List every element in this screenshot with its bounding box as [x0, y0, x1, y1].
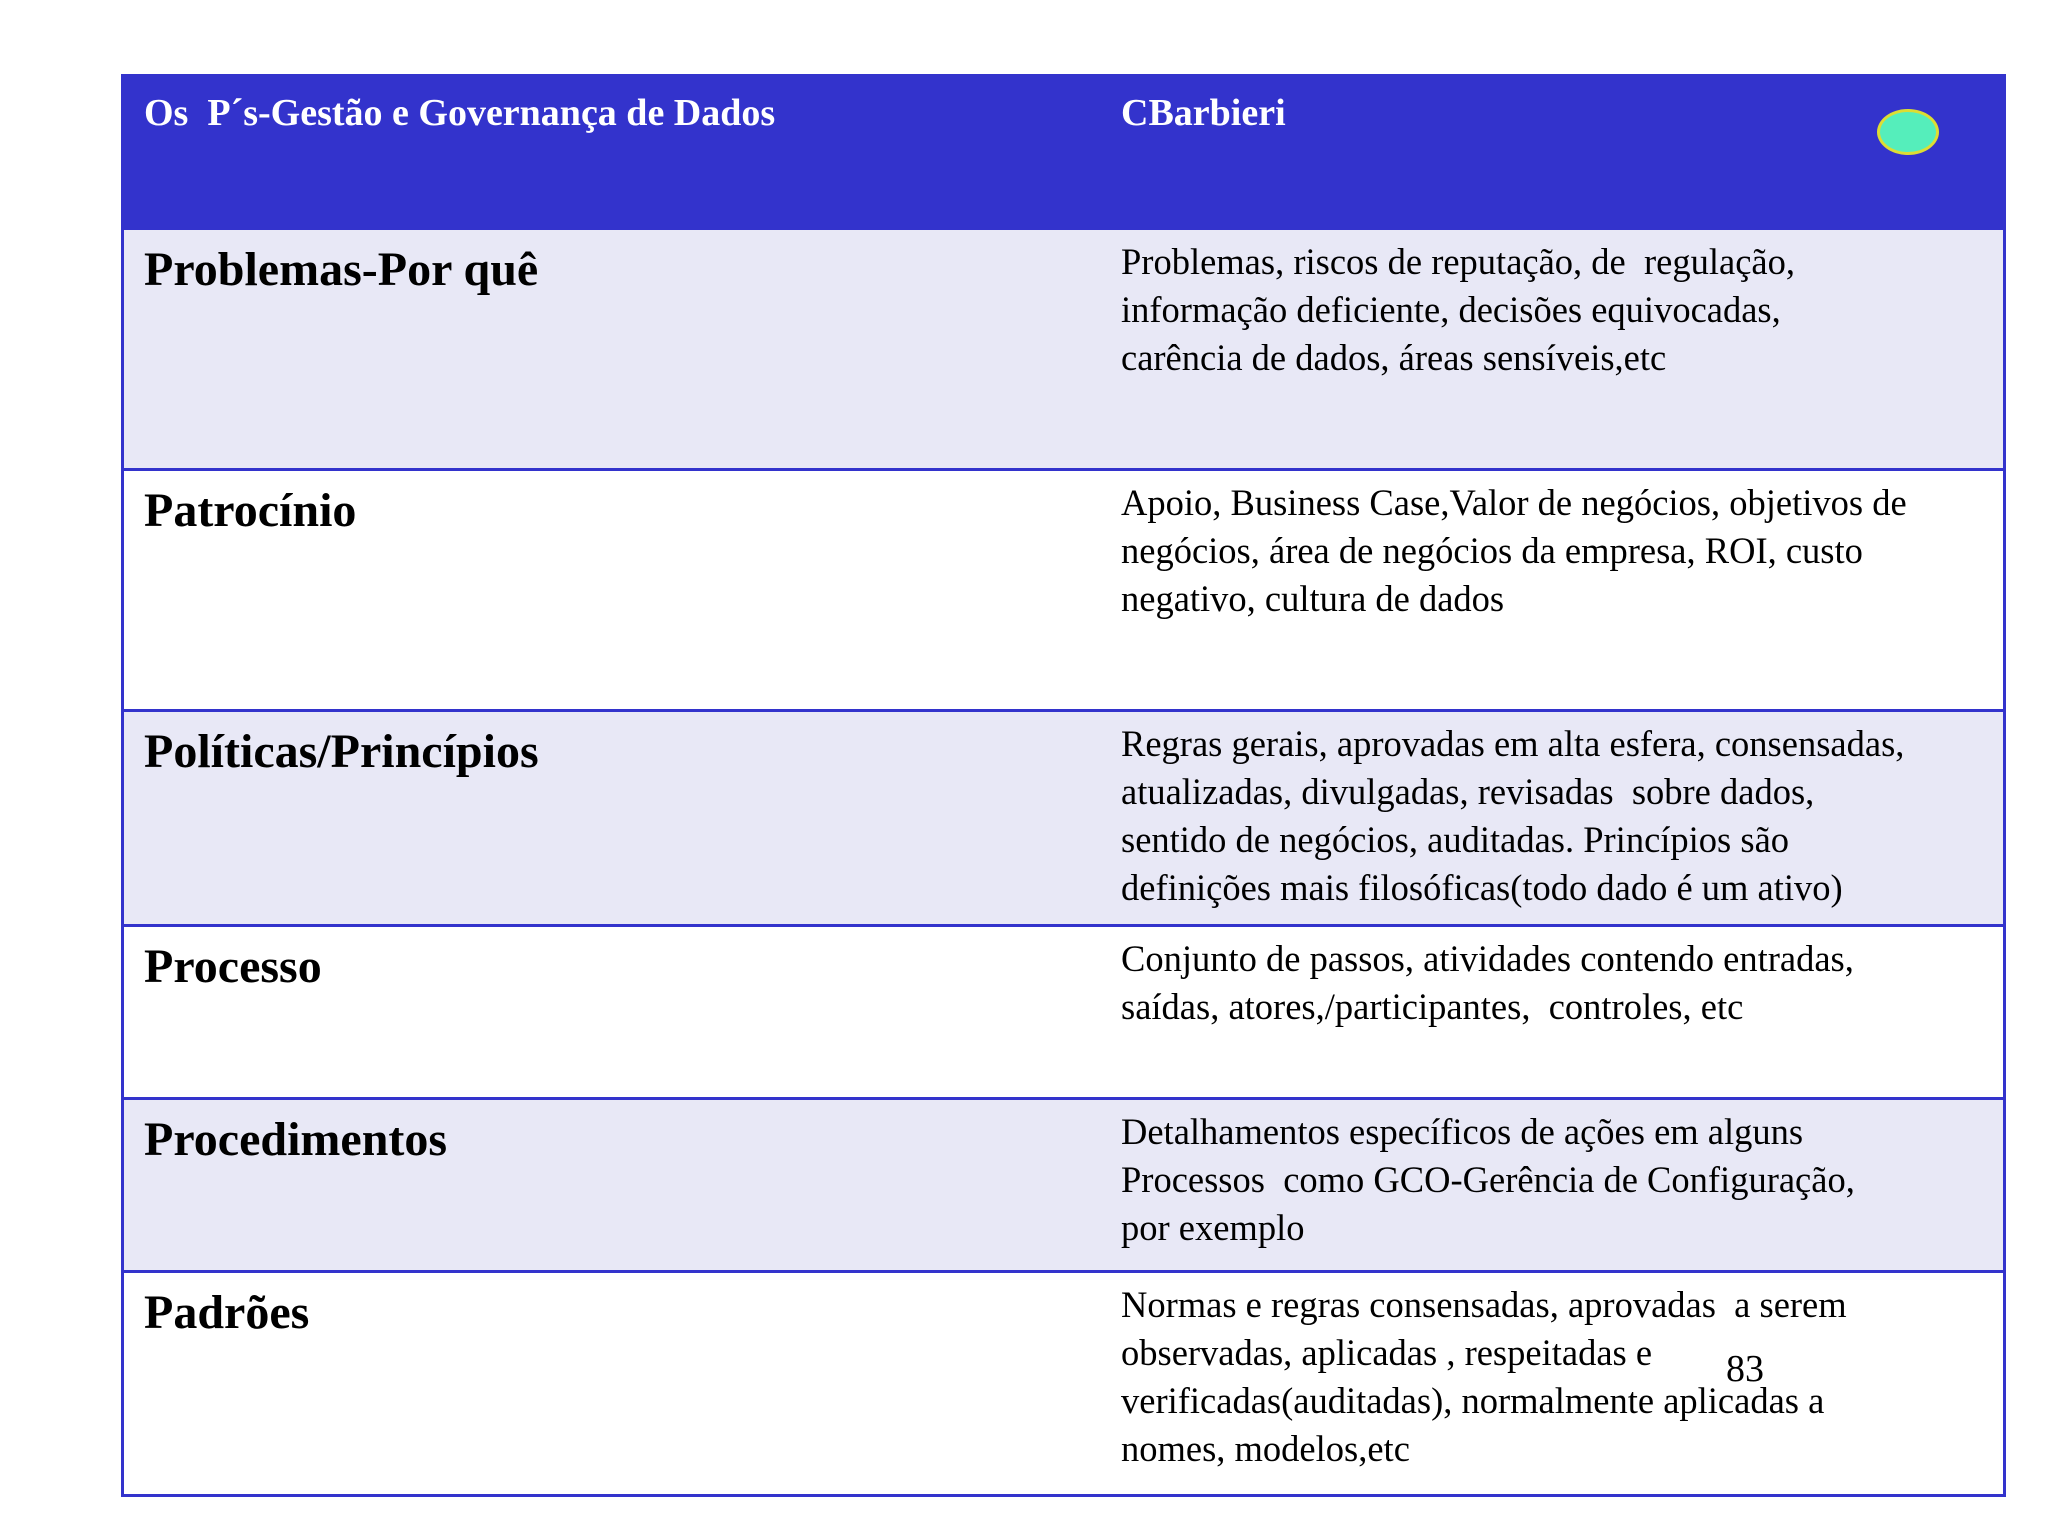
description-line: por exemplo [1121, 1207, 1305, 1248]
row-description [1121, 238, 1991, 382]
description-line: Normas e regras consensadas, aprovadas a serem [1121, 1284, 1847, 1325]
row-term: Problemas-Por quê [144, 243, 539, 296]
row-description [1121, 720, 1991, 912]
description-line: sentido de negócios, auditadas. Princípios são [1121, 819, 1790, 860]
description-line: atualizadas, divulgadas, revisadas sobre dados, [1121, 771, 1815, 812]
description-line: negativo, cultura de dados [1121, 578, 1505, 619]
table-row [124, 468, 2003, 709]
description-line: Problemas, riscos de reputação, de regulação, [1121, 241, 1795, 282]
table-row [124, 924, 2003, 1097]
row-term: Patrocínio [144, 484, 357, 537]
description-line: Regras gerais, aprovadas em alta esfera, consensadas, [1121, 723, 1905, 764]
row-term: Padrões [144, 1286, 310, 1339]
description-line: nomes, modelos,etc [1121, 1428, 1410, 1469]
description-line: Processos como GCO-Gerência de Configuração, [1121, 1159, 1855, 1200]
description-line: informação deficiente, decisões equivocadas, [1121, 289, 1781, 330]
row-description [1121, 1108, 1991, 1252]
description-line: negócios, área de negócios da empresa, ROI, custo [1121, 530, 1863, 571]
circle-icon [1877, 109, 1939, 155]
row-description [1121, 1281, 1991, 1473]
table-row [124, 1097, 2003, 1270]
table-row [124, 227, 2003, 468]
description-line: verificadas(auditadas), normalmente aplicadas a [1121, 1380, 1825, 1421]
description-line: Detalhamentos específicos de ações em alguns [1121, 1111, 1804, 1152]
description-line: definições mais filosóficas(todo dado é um ativo) [1121, 867, 1843, 908]
author-name: CBarbieri [1121, 92, 1286, 134]
slide-title: Os P´s-Gestão e Governança de Dados [144, 92, 776, 134]
description-line: Apoio, Business Case,Valor de negócios, objetivos de [1121, 482, 1907, 523]
page-number: 83 [1726, 1348, 1764, 1390]
governance-table [121, 74, 2006, 1497]
table-row [124, 1270, 2003, 1494]
description-line: observadas, aplicadas , respeitadas e [1121, 1332, 1653, 1373]
row-description [1121, 935, 1991, 1031]
table-header [124, 77, 2003, 227]
row-term: Procedimentos [144, 1113, 448, 1166]
row-description [1121, 479, 1991, 623]
table-row [124, 709, 2003, 924]
row-term: Políticas/Princípios [144, 725, 539, 778]
description-line: carência de dados, áreas sensíveis,etc [1121, 337, 1667, 378]
description-line: saídas, atores,/participantes, controles, etc [1121, 986, 1744, 1027]
row-term: Processo [144, 940, 322, 993]
description-line: Conjunto de passos, atividades contendo entradas, [1121, 938, 1854, 979]
